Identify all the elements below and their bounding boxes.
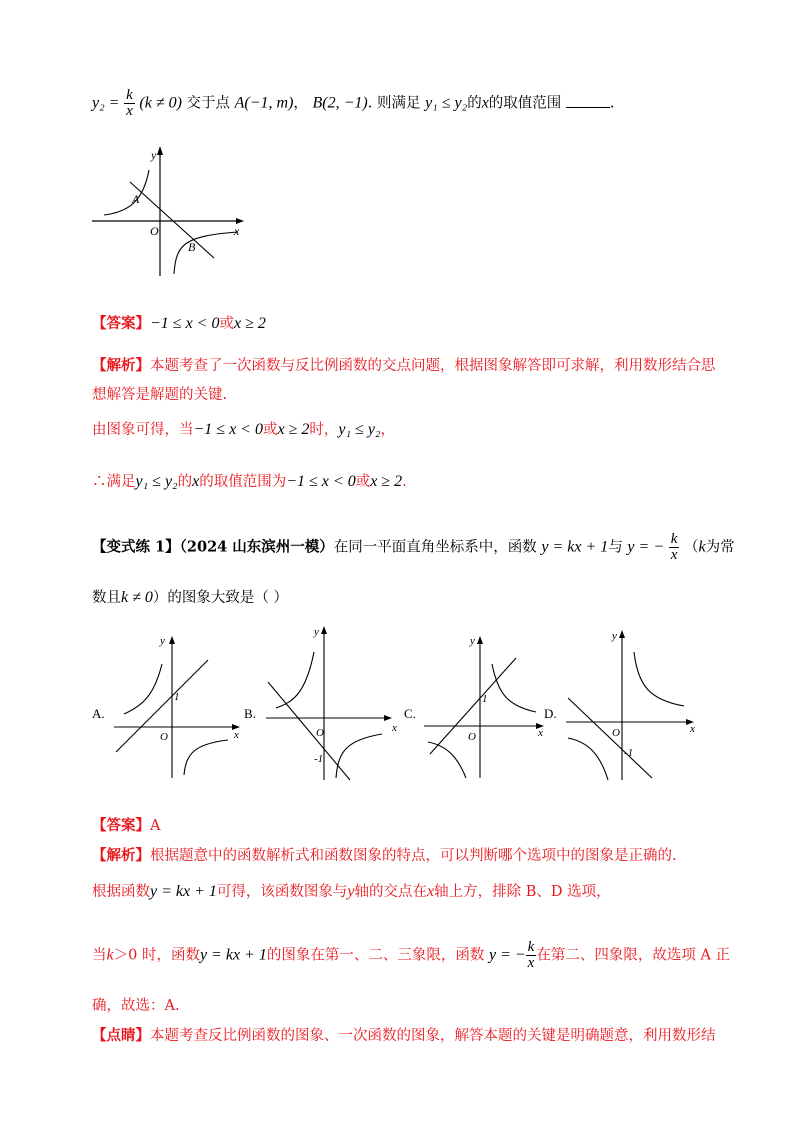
- analysis-2-line-4: 确，故选：A.: [92, 998, 180, 1014]
- svg-text:y: y: [160, 635, 165, 647]
- svg-text:O: O: [612, 727, 620, 739]
- branch-q4: [184, 740, 228, 775]
- option-a-graph[interactable]: [110, 630, 250, 780]
- hyperbola-branch-right: [174, 232, 238, 274]
- analysis-1-line-3: 由图象可得，当−1 ≤ x < 0或x ≥ 2时，y₁ ≤ y₂，: [92, 421, 395, 438]
- tip-line-1: 【点睛】本题考查反比例函数的图象、一次函数的图象，解答本题的关键是明确题意，利用数形结: [92, 1027, 716, 1044]
- svg-text:y: y: [151, 148, 157, 162]
- answer-2: 【答案】A: [92, 817, 161, 834]
- y-axis-arrow: [157, 146, 163, 155]
- option-d-label[interactable]: D.: [544, 706, 557, 721]
- analysis-2-line-1: 【解析】根据题意中的函数解析式和函数图象的特点，可以判断哪个选项中的图象是正确的.: [92, 847, 677, 864]
- line-y1: [130, 182, 214, 258]
- point-b: B(2, −1): [312, 94, 368, 112]
- fraction-k-over-x-2: $\frac{k}{x}$: [670, 531, 678, 563]
- svg-text:x: x: [538, 727, 543, 739]
- frac-lhs: y₂ =: [92, 94, 120, 112]
- exercise-1-line-2: 数且k ≠ 0）的图象大致是（ ）: [92, 589, 288, 606]
- option-b-graph[interactable]: [262, 622, 402, 782]
- svg-text:B: B: [188, 240, 196, 254]
- option-d-graph[interactable]: [562, 626, 702, 782]
- svg-text:O: O: [468, 731, 476, 743]
- branch-q2: [124, 664, 162, 714]
- option-c-label[interactable]: C.: [404, 706, 416, 721]
- svg-text:y: y: [470, 635, 475, 647]
- svg-text:y: y: [314, 626, 319, 638]
- svg-text:-1: -1: [624, 747, 634, 759]
- svg-text:y: y: [612, 630, 617, 642]
- svg-text:O: O: [316, 727, 324, 739]
- svg-text:x: x: [234, 224, 240, 238]
- analysis-1-line-4: ∴满足y₁ ≤ y₂的x的取值范围为−1 ≤ x < 0或x ≥ 2.: [92, 473, 407, 490]
- analysis-2-line-2: 根据函数y = kx + 1可得，该函数图象与y轴的交点在x轴上方，排除 B、D 选项，: [92, 883, 611, 900]
- svg-text:x: x: [234, 729, 239, 741]
- fraction-k-over-x: $\frac{k}{x}$: [126, 87, 133, 119]
- svg-text:-1: -1: [314, 753, 324, 765]
- analysis-2-line-3: 当k＞0 时，函数y = kx + 1的图象在第一、二、三象限，函数 y = − $\frac{k}{x}$ 在第二、四象限，故选项 A 正: [92, 939, 731, 971]
- option-b-label[interactable]: B.: [244, 706, 256, 721]
- question-graph: [88, 140, 248, 280]
- answer-blank: [566, 93, 610, 108]
- answer-1: 【答案】−1 ≤ x < 0或x ≥ 2: [92, 315, 266, 332]
- condition: (k ≠ 0): [139, 94, 182, 112]
- svg-text:O: O: [160, 731, 168, 743]
- svg-text:x: x: [392, 722, 397, 734]
- svg-text:1: 1: [482, 693, 488, 705]
- svg-text:O: O: [150, 224, 159, 238]
- option-c-graph[interactable]: [420, 630, 560, 780]
- svg-text:x: x: [690, 723, 695, 735]
- point-a: A(−1, m): [234, 94, 294, 112]
- svg-text:1: 1: [174, 691, 180, 703]
- option-a-label[interactable]: A.: [92, 706, 105, 721]
- svg-text:A: A: [132, 192, 140, 206]
- question-line: y₂ = $\frac{k}{x}$ (k ≠ 0) 交于点 A(−1, m)， B(2, −1). 则满足 y₁ ≤ y₂的x的取值范围 .: [92, 87, 615, 119]
- analysis-1-line-2: 想解答是解题的关键.: [92, 387, 228, 403]
- analysis-1-line-1: 【解析】本题考查了一次函数与反比例函数的交点问题，根据图象解答即可求解，利用数形结合思: [92, 357, 716, 374]
- exercise-1-line-1: 【变式练 1】（2024 山东滨州一模）在同一平面直角坐标系中，函数 y = kx + 1与 y = − $\frac{k}{x}$ （k为常: [92, 531, 735, 563]
